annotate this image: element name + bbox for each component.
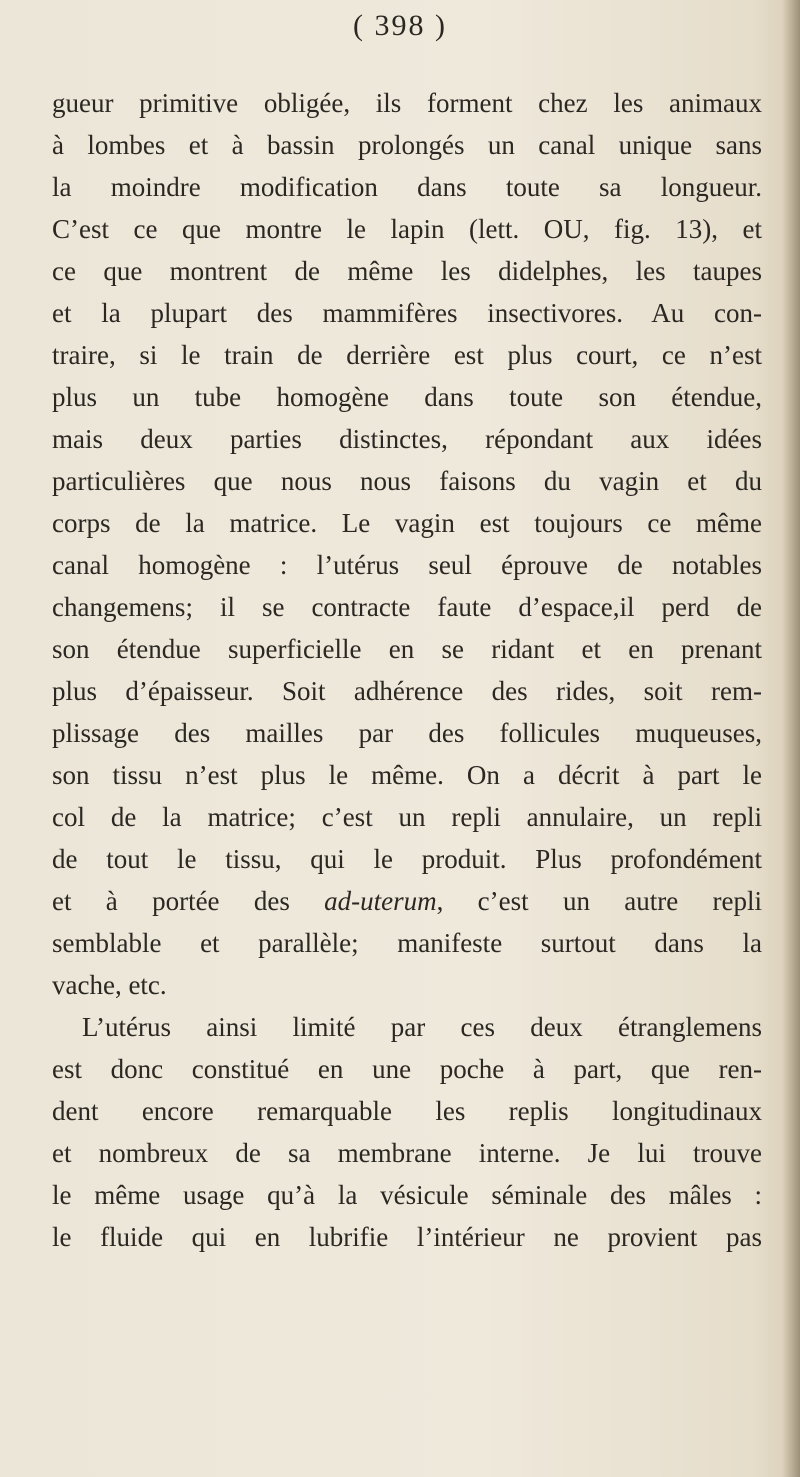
text-line: le fluide qui en lubrifie l’intérieur ne provient pas bbox=[52, 1222, 762, 1252]
page-edge-shadow bbox=[782, 0, 800, 1477]
text-line: corps de la matrice. Le vagin est toujours ce même bbox=[52, 508, 762, 538]
text-line: mais deux parties distinctes, répondant aux idées bbox=[52, 424, 762, 454]
text-line: plus d’épaisseur. Soit adhérence des rides, soit rem- bbox=[52, 676, 762, 706]
italic-term: ad-uterum bbox=[324, 886, 437, 916]
text-line: son étendue superficielle en se ridant et en prenant bbox=[52, 634, 762, 664]
text-line: gueur primitive obligée, ils forment chez les animaux bbox=[52, 88, 762, 118]
body-text bbox=[52, 82, 762, 1258]
text-line: la moindre modification dans toute sa longueur. bbox=[52, 172, 762, 202]
text-line: plissage des mailles par des follicules muqueuses, bbox=[52, 718, 762, 748]
text-line: le même usage qu’à la vésicule séminale des mâles : bbox=[52, 1180, 762, 1210]
text-line bbox=[52, 880, 762, 922]
text-line: plus un tube homogène dans toute son étendue, bbox=[52, 382, 762, 412]
text-line: semblable et parallèle; manifeste surtout dans la bbox=[52, 928, 762, 958]
text-line: et nombreux de sa membrane interne. Je lui trouve bbox=[52, 1138, 762, 1168]
text-line: canal homogène : l’utérus seul éprouve de notables bbox=[52, 550, 762, 580]
text-segment: , c’est un autre repli bbox=[436, 886, 762, 916]
text-line: dent encore remarquable les replis longitudinaux bbox=[52, 1096, 762, 1126]
text-line: particulières que nous nous faisons du vagin et du bbox=[52, 466, 762, 496]
text-line: ce que montrent de même les didelphes, les taupes bbox=[52, 256, 762, 286]
text-line: C’est ce que montre le lapin (lett. OU, fig. 13), et bbox=[52, 214, 762, 244]
text-line: vache, etc. bbox=[52, 970, 167, 1000]
text-line: et la plupart des mammifères insectivores. Au con- bbox=[52, 298, 762, 328]
text-line: son tissu n’est plus le même. On a décrit à part le bbox=[52, 760, 762, 790]
text-line: L’utérus ainsi limité par ces deux étranglemens bbox=[82, 1012, 762, 1042]
text-line: est donc constitué en une poche à part, que ren- bbox=[52, 1054, 762, 1084]
text-line: de tout le tissu, qui le produit. Plus profondément bbox=[52, 844, 762, 874]
text-line: traire, si le train de derrière est plus court, ce n’est bbox=[52, 340, 762, 370]
text-segment: et à portée des bbox=[52, 886, 325, 916]
text-line: changemens; il se contracte faute d’espace,il perd de bbox=[52, 592, 762, 622]
text-line: col de la matrice; c’est un repli annulaire, un repli bbox=[52, 802, 762, 832]
text-line: à lombes et à bassin prolongés un canal unique sans bbox=[52, 130, 762, 160]
page-number: ( 398 ) bbox=[353, 9, 447, 42]
